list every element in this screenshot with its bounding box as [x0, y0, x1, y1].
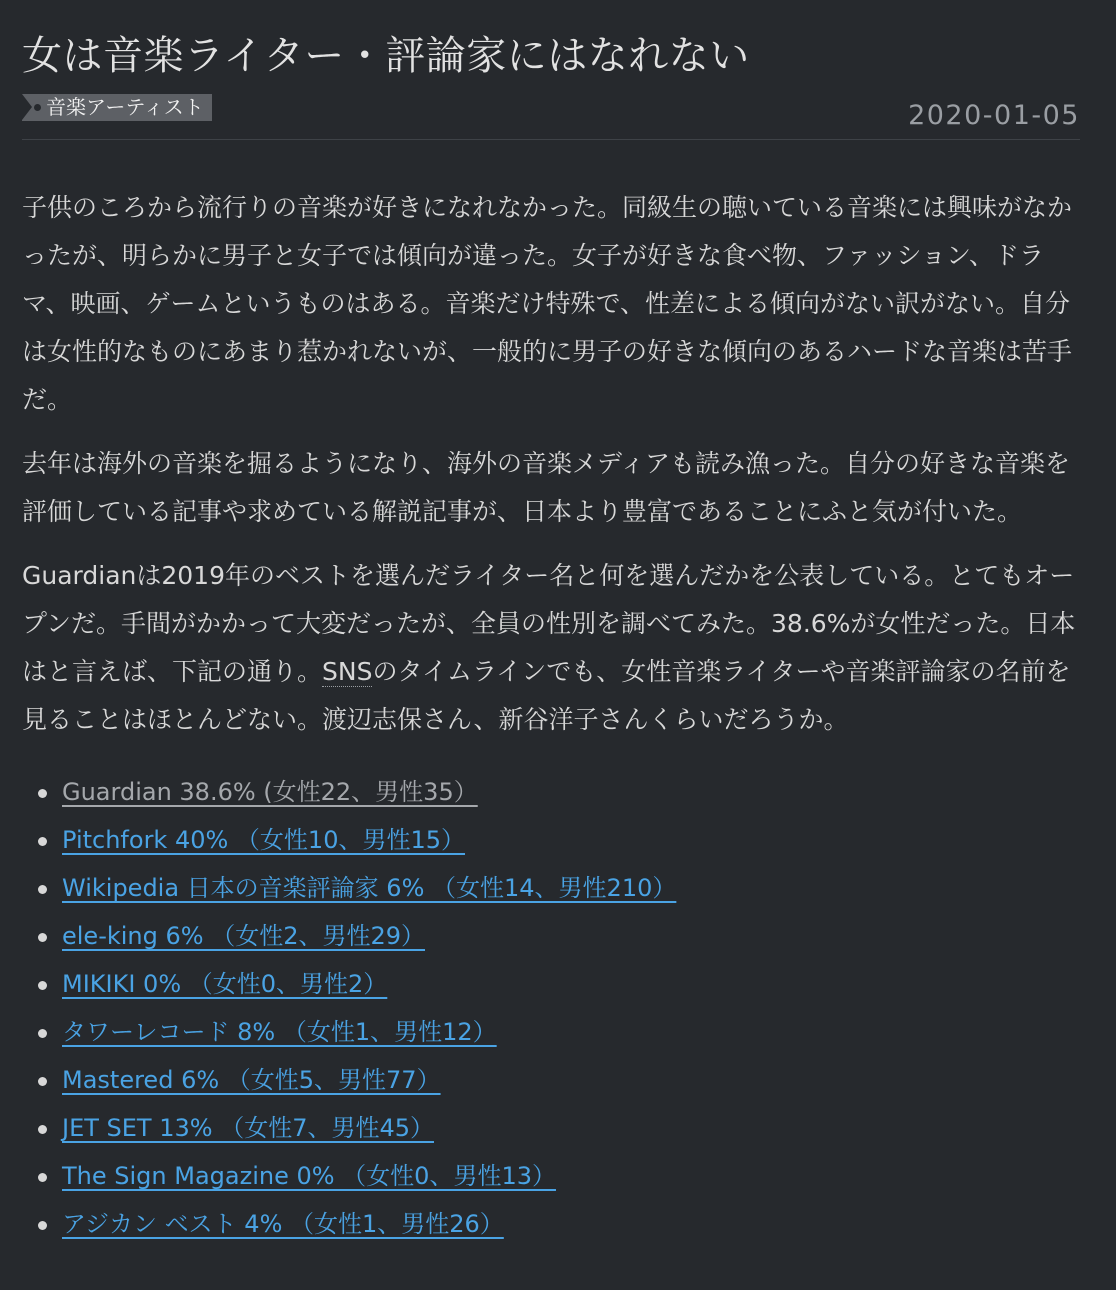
link-pitchfork[interactable]: Pitchfork 40% （女性10、男性15） — [62, 826, 466, 854]
link-ajikan-best[interactable]: アジカン ベスト 4% （女性1、男性26） — [62, 1210, 504, 1238]
paragraph-3 — [22, 552, 1080, 744]
header-divider — [22, 139, 1080, 140]
list-item — [62, 1104, 1080, 1152]
list-item — [62, 816, 1080, 864]
list-item — [62, 1200, 1080, 1248]
list-item — [62, 1152, 1080, 1200]
list-item — [62, 864, 1080, 912]
link-ele-king[interactable]: ele-king 6% （女性2、男性29） — [62, 922, 426, 950]
link-tower-records[interactable]: タワーレコード 8% （女性1、男性12） — [62, 1018, 497, 1046]
link-the-sign-magazine[interactable]: The Sign Magazine 0% （女性0、男性13） — [62, 1162, 556, 1190]
article-title: 女は音楽ライター・評論家にはなれない — [22, 33, 750, 79]
link-guardian[interactable]: Guardian 38.6% (女性22、男性35） — [62, 778, 478, 806]
list-item — [62, 1008, 1080, 1056]
link-wikipedia[interactable]: Wikipedia 日本の音楽評論家 6% （女性14、男性210） — [62, 874, 677, 902]
list-item — [62, 768, 1080, 816]
paragraph-2: 去年は海外の音楽を掘るようになり、海外の音楽メディアも読み漁った。自分の好きな音楽を評価している記事や求めている解説記事が、日本より豊富であることにふと気が付いた。 — [22, 449, 1071, 526]
list-item — [62, 1056, 1080, 1104]
link-jet-set[interactable]: JET SET 13% （女性7、男性45） — [62, 1114, 434, 1142]
source-link-list — [22, 768, 1080, 1248]
category-tag-label: 音楽アーティスト — [46, 95, 204, 119]
link-mikiki[interactable]: MIKIKI 0% （女性0、男性2） — [62, 970, 388, 998]
link-mastered[interactable]: Mastered 6% （女性5、男性77） — [62, 1066, 441, 1094]
paragraph-1: 子供のころから流行りの音楽が好きになれなかった。同級生の聴いている音楽には興味がなかったが、明らかに男子と女子では傾向が違った。女子が好きな食べ物、ファッション、ドラマ、映画、ゲームというものはある。音楽だけ特殊で、性差による傾向がない訳がない。自分は女性的なものにあまり惹かれないが、一般的に男子の好きな傾向のあるハードな音楽は苦手だ。 — [22, 193, 1073, 414]
category-tag[interactable] — [22, 94, 212, 121]
sns-abbreviation[interactable]: SNS — [322, 657, 373, 686]
paragraph-3-text-b: のタイムラインでも、女性音楽ライターや音楽評論家の名前を見ることはほとんどない。渡辺志保さん、新谷洋子さんくらいだろうか。 — [22, 657, 1071, 734]
post-date: 2020-01-05 — [908, 100, 1080, 131]
list-item — [62, 912, 1080, 960]
article-body — [22, 184, 1080, 1248]
tag-hole-icon — [34, 104, 41, 111]
list-item — [62, 960, 1080, 1008]
paragraph-3-text-a: Guardianは2019年のベストを選んだライター名と何を選んだかを公表している。とてもオープンだ。手間がかかって大変だったが、全員の性別を調べてみた。38.6%が女性だった。日本はと言えば、下記の通り。 — [22, 561, 1076, 686]
